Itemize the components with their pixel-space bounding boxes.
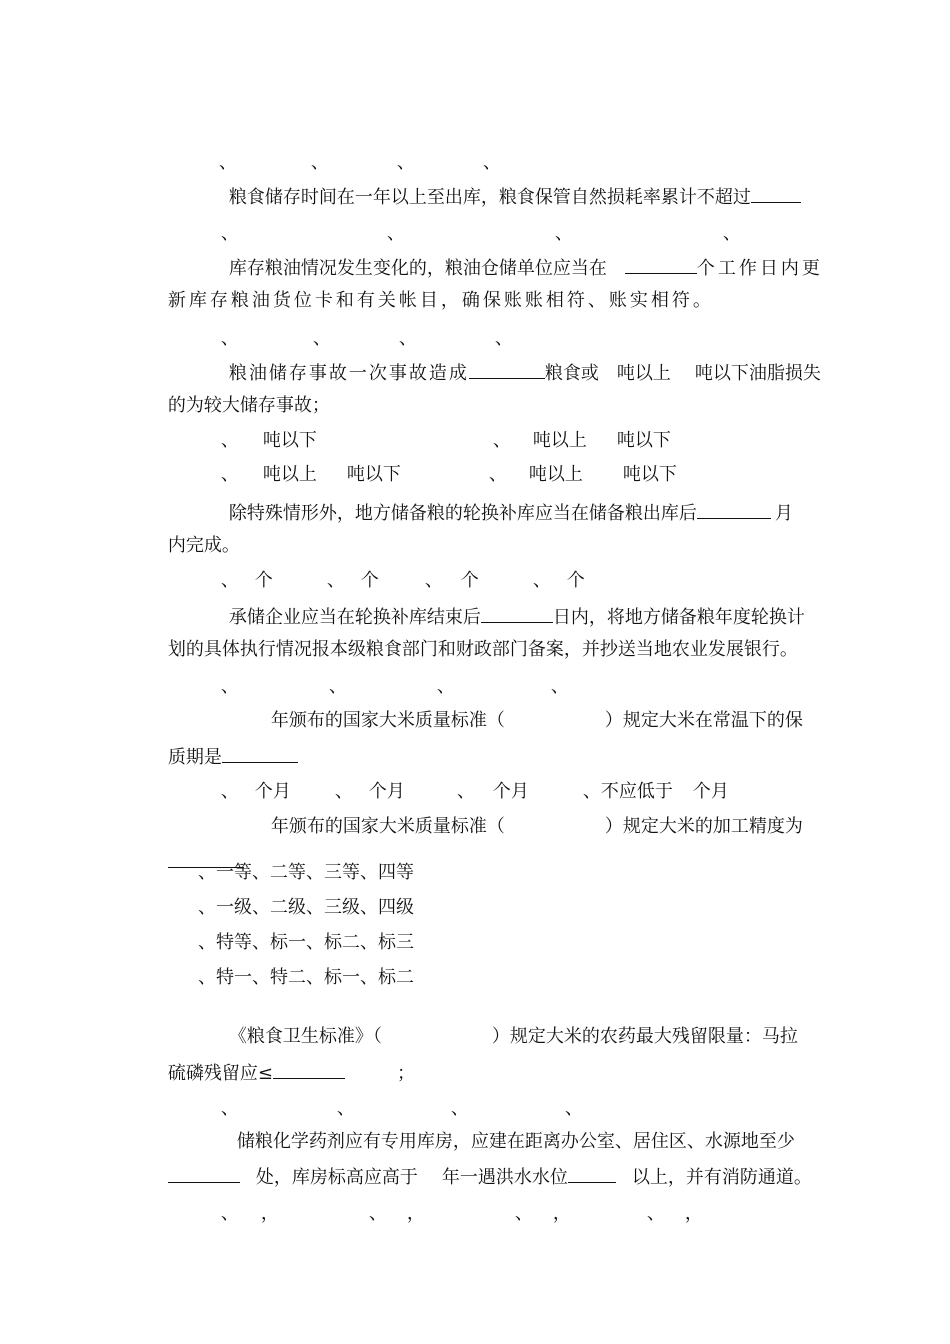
q6-text-b: 日内，将地方储备粮年度轮换计 bbox=[552, 607, 805, 628]
option-b: 、 bbox=[310, 152, 329, 173]
option-a: 、 bbox=[220, 676, 239, 697]
option-d: 、 bbox=[488, 464, 507, 485]
option-c-text2: 吨以下 bbox=[346, 464, 401, 485]
option-a: 、 bbox=[220, 223, 239, 244]
option-b-text: 、一级、二级、三级、四级 bbox=[198, 897, 414, 918]
option-c: 、 bbox=[514, 1203, 533, 1224]
q4-text-b: 粮食或 bbox=[544, 363, 599, 384]
q9-text-a: 《粮食卫生标准》（ bbox=[228, 1026, 382, 1047]
q4-text-e: 的为较大储存事故； bbox=[167, 395, 330, 416]
option-b-text: 个 bbox=[360, 570, 379, 591]
option-d-text2: 吨以下 bbox=[622, 464, 677, 485]
option-c: 、 bbox=[436, 676, 455, 697]
option-a: 、 bbox=[220, 570, 239, 591]
answer-blank bbox=[469, 360, 545, 379]
option-d: 、 bbox=[564, 1098, 583, 1119]
option-b-text: ， bbox=[406, 1203, 425, 1224]
q10-text-b: 处，库房标高应高于 bbox=[255, 1167, 418, 1188]
option-d: 、 bbox=[532, 570, 551, 591]
option-d: 、不应低于 bbox=[582, 781, 673, 802]
q10-text-a: 储粮化学药剂应有专用库房，应建在距离办公室、居住区、水源地至少 bbox=[236, 1131, 795, 1152]
q10-text-c: 年一遇洪水水位 bbox=[441, 1167, 568, 1188]
q8-option-a bbox=[198, 861, 414, 885]
option-a: 、 bbox=[220, 1203, 239, 1224]
q6-text-a: 承储企业应当在轮换补库结束后 bbox=[228, 607, 481, 628]
option-a-text: 、一等、二等、三等、四等 bbox=[198, 862, 414, 883]
option-b-text: 个月 bbox=[368, 781, 405, 802]
option-c-text1: 吨以上 bbox=[262, 464, 317, 485]
q9-text-b: ）规定大米的农药最大残留限量：马拉 bbox=[491, 1026, 798, 1047]
option-b: 、 bbox=[326, 570, 345, 591]
option-d: 、 bbox=[646, 1203, 665, 1224]
q5-text-b: 月 bbox=[774, 503, 793, 524]
q8-option-c bbox=[198, 931, 414, 955]
option-d-text: 个月 bbox=[692, 781, 729, 802]
q7-text-c: 质期是 bbox=[167, 747, 222, 768]
q3-text-b: 个工作日内更 bbox=[696, 258, 823, 279]
q8-question-line1 bbox=[248, 791, 803, 863]
option-c: 、 bbox=[456, 781, 475, 802]
q2-text: 粮食储存时间在一年以上至出库，粮食保管自然损耗率累计不超过 bbox=[228, 187, 751, 208]
option-d: 、 bbox=[482, 152, 501, 173]
answer-blank bbox=[751, 184, 801, 203]
option-c: 、 bbox=[450, 1098, 469, 1119]
option-a: 、 bbox=[218, 152, 237, 173]
q8-option-d bbox=[198, 966, 414, 990]
option-c-text: ， bbox=[552, 1203, 571, 1224]
option-b-text1: 吨以上 bbox=[532, 430, 587, 451]
option-b: 、 bbox=[386, 223, 405, 244]
option-d-text: ， bbox=[684, 1203, 703, 1224]
q3-text-a: 库存粮油情况发生变化的，粮油仓储单位应当在 bbox=[228, 258, 607, 279]
option-a: 、 bbox=[220, 781, 239, 802]
option-a-text: 吨以下 bbox=[262, 430, 317, 451]
option-c: 、 bbox=[554, 223, 573, 244]
q3-text-c: 新库存粮油货位卡和有关帐目，确保账账相符、账实相符。 bbox=[167, 290, 714, 311]
q4-text-a: 粮油储存事故一次事故造成 bbox=[228, 363, 469, 384]
q7-text-a: 年颁布的国家大米质量标准（ bbox=[270, 710, 505, 731]
option-b: 、 bbox=[336, 1098, 355, 1119]
q9-text-d: ； bbox=[396, 1063, 415, 1084]
option-a-text: 个月 bbox=[254, 781, 291, 802]
option-d-text: 、特一、特二、标一、标二 bbox=[198, 967, 414, 988]
option-b-text2: 吨以下 bbox=[616, 430, 671, 451]
q7-question-line1 bbox=[248, 685, 803, 757]
q4-text-d: 吨以下油脂损失 bbox=[694, 363, 821, 384]
q10-option-row bbox=[198, 1178, 703, 1250]
option-d: 、 bbox=[550, 676, 569, 697]
q6-text-c: 划的具体执行情况报本级粮食部门和财政部门备案，并抄送当地农业发展银行。 bbox=[167, 639, 798, 660]
option-c-text: 、特等、标一、标二、标三 bbox=[198, 932, 414, 953]
q7-text-b: ）规定大米在常温下的保 bbox=[604, 710, 803, 731]
q5-text-c: 内完成。 bbox=[167, 535, 240, 556]
option-b: 、 bbox=[328, 676, 347, 697]
q9-text-c: 硫磷残留应≤ bbox=[167, 1063, 273, 1084]
option-d-text: 个 bbox=[566, 570, 585, 591]
q8-text-a: 年颁布的国家大米质量标准（ bbox=[270, 816, 505, 837]
option-c-text: 个月 bbox=[492, 781, 529, 802]
option-b: 、 bbox=[334, 781, 353, 802]
q10-text-d: 以上，并有消防通道。 bbox=[631, 1167, 812, 1188]
option-d-text1: 吨以上 bbox=[528, 464, 583, 485]
q8-text-b: ）规定大米的加工精度为 bbox=[604, 816, 803, 837]
option-c-text: 个 bbox=[460, 570, 479, 591]
option-a: 、 bbox=[220, 430, 239, 451]
option-b: 、 bbox=[312, 328, 331, 349]
option-a: 、 bbox=[220, 328, 239, 349]
q8-option-b bbox=[198, 896, 414, 920]
option-a: 、 bbox=[220, 1098, 239, 1119]
q5-question-line1 bbox=[206, 476, 793, 550]
option-c: 、 bbox=[220, 464, 239, 485]
option-a-text: ， bbox=[260, 1203, 279, 1224]
option-d: 、 bbox=[494, 328, 513, 349]
q4-text-c: 吨以上 bbox=[616, 363, 671, 384]
option-b: 、 bbox=[492, 430, 511, 451]
q5-text-a: 除特殊情形外，地方储备粮的轮换补库应当在储备粮出库后 bbox=[228, 503, 697, 524]
option-b: 、 bbox=[368, 1203, 387, 1224]
option-a-text: 个 bbox=[254, 570, 273, 591]
option-c: 、 bbox=[396, 152, 415, 173]
option-c: 、 bbox=[424, 570, 443, 591]
answer-blank bbox=[697, 500, 771, 519]
option-d: 、 bbox=[722, 223, 741, 244]
option-c: 、 bbox=[398, 328, 417, 349]
